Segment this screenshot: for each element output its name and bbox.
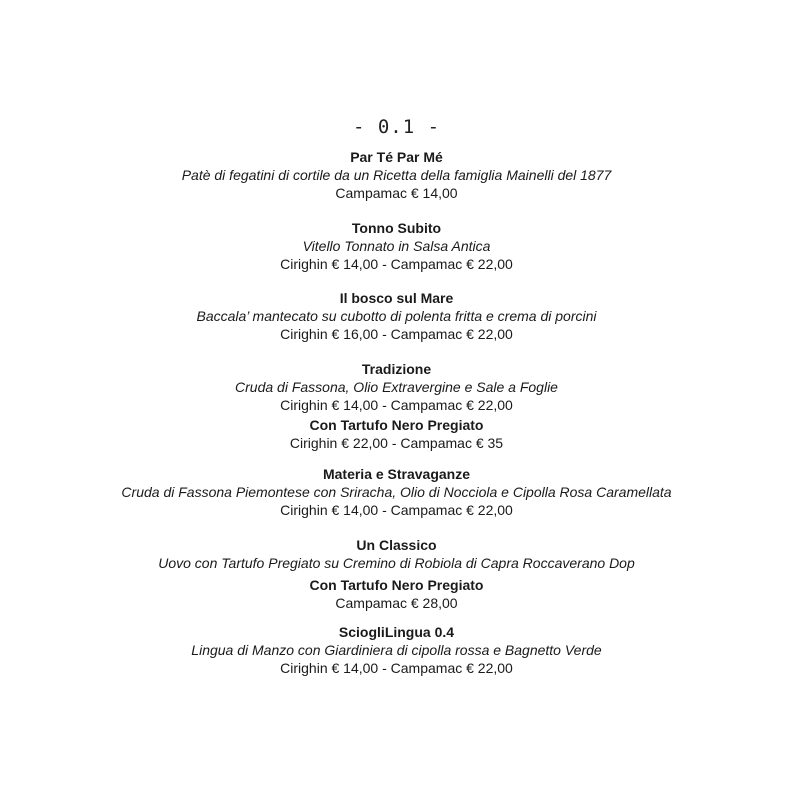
- dish-description: Vitello Tonnato in Salsa Antica: [302, 238, 491, 254]
- dish-extra-name: Con Tartufo Nero Pregiato: [309, 417, 484, 433]
- dish-price: Cirighin € 16,00 - Campamac € 22,00: [280, 326, 513, 342]
- dish-price: Cirighin € 14,00 - Campamac € 22,00: [280, 256, 513, 272]
- dish-name: SciogliLingua 0.4: [338, 624, 455, 640]
- dish-description: Baccala’ mantecato su cubotto di polenta fritta e crema di porcini: [196, 308, 597, 324]
- dish-price: Cirighin € 14,00 - Campamac € 22,00: [280, 397, 513, 413]
- dish-name: Un Classico: [356, 537, 437, 553]
- dish-extra-price: Cirighin € 22,00 - Campamac € 35: [289, 435, 504, 451]
- dish-name: Materia e Stravaganze: [322, 466, 471, 482]
- dish-description: Cruda di Fassona, Olio Extravergine e Sale a Foglie: [235, 379, 558, 395]
- dish-name: Tonno Subito: [351, 220, 442, 236]
- dish-description: Patè di fegatini di cortile da un Ricetta della famiglia Mainelli del 1877: [181, 167, 612, 183]
- section-title: - 0.1 -: [352, 116, 441, 138]
- dish-extra-price: Campamac € 28,00: [335, 595, 458, 611]
- dish-extra-name: Con Tartufo Nero Pregiato: [309, 577, 484, 593]
- dish-description: Cruda di Fassona Piemontese con Sriracha, Olio di Nocciola e Cipolla Rosa Caramellata: [121, 484, 672, 500]
- dish-name: Par Té Par Mé: [350, 149, 443, 165]
- dish-name: Il bosco sul Mare: [339, 290, 454, 306]
- dish-price: Cirighin € 14,00 - Campamac € 22,00: [280, 502, 513, 518]
- dish-price: Campamac € 14,00: [335, 185, 458, 201]
- dish-description: Uovo con Tartufo Pregiato su Cremino di Robiola di Capra Roccaverano Dop: [158, 555, 635, 571]
- dish-name: Tradizione: [361, 361, 432, 377]
- dish-description: Lingua di Manzo con Giardiniera di cipolla rossa e Bagnetto Verde: [191, 642, 602, 658]
- dish-price: Cirighin € 14,00 - Campamac € 22,00: [280, 660, 513, 676]
